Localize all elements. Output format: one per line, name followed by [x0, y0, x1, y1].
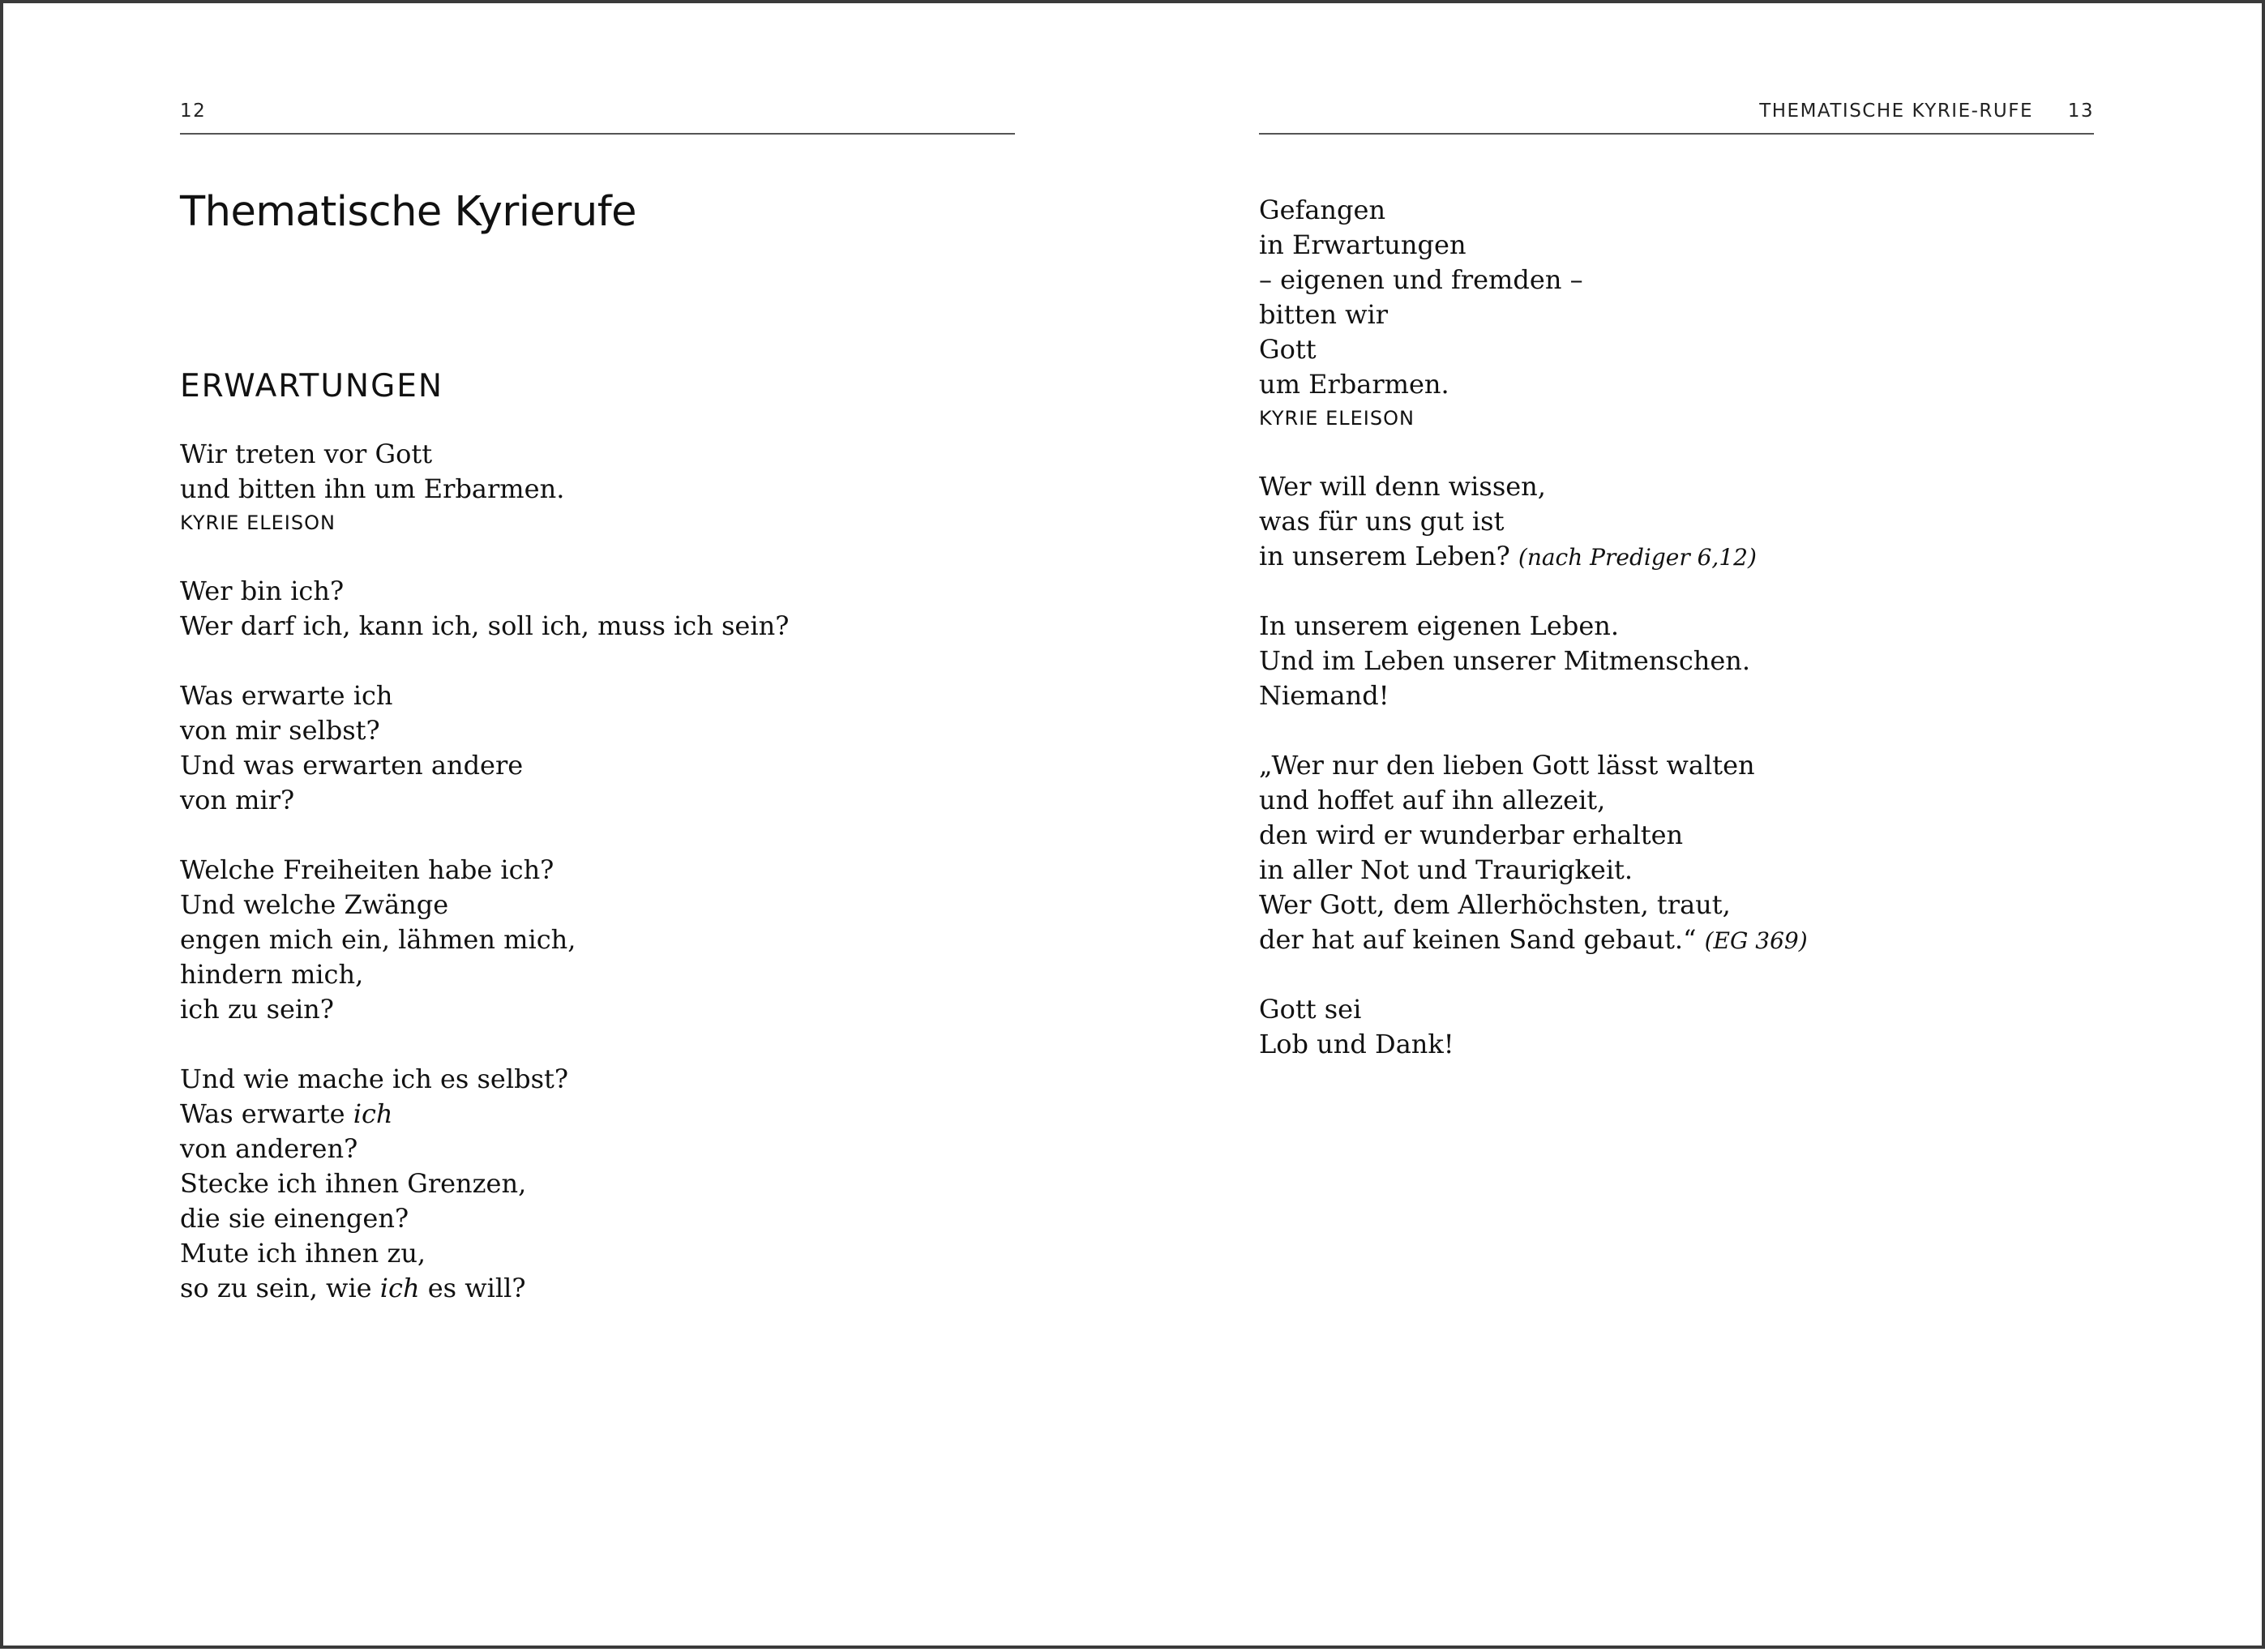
verse-line: bitten wir	[1259, 299, 1389, 330]
verse-line: ich zu sein?	[180, 994, 334, 1025]
verse-line: Und was erwarten andere	[180, 750, 524, 781]
stanza	[180, 678, 789, 818]
verse-line	[1259, 922, 1808, 957]
stanza	[180, 853, 789, 1027]
stanza	[180, 574, 789, 644]
verse-line: die sie einengen?	[180, 1203, 409, 1234]
verse-line	[180, 1097, 789, 1132]
verse-segment: so zu sein, wie	[180, 1273, 380, 1303]
stanza	[1259, 992, 1808, 1062]
left-page	[180, 3, 1015, 1652]
right-text-block	[1259, 193, 1808, 1097]
verse-line: um Erbarmen.	[1259, 369, 1449, 400]
stanza	[1259, 748, 1808, 957]
verse-segment: der hat auf keinen Sand gebaut.“	[1259, 924, 1697, 955]
verse-line: und hoffet auf ihn allezeit,	[1259, 785, 1606, 815]
stanza	[180, 1062, 789, 1306]
verse-line: Wer Gott, dem Allerhöchsten, traut,	[1259, 889, 1731, 920]
verse-line: von mir?	[180, 785, 295, 815]
scripture-reference: (nach Prediger 6,12)	[1518, 544, 1757, 571]
verse-line: Gott	[1259, 334, 1317, 365]
verse-line: Wer darf ich, kann ich, soll ich, muss ich sein?	[180, 610, 790, 641]
verse-line: – eigenen und fremden –	[1259, 264, 1583, 295]
verse-line: Stecke ich ihnen Grenzen,	[180, 1168, 527, 1199]
page-number: 12	[180, 101, 207, 122]
stanza	[1259, 609, 1808, 713]
verse-line: den wird er wunderbar erhalten	[1259, 820, 1684, 850]
verse-line: In unserem eigenen Leben.	[1259, 610, 1620, 641]
verse-line: Was erwarte ich	[180, 680, 393, 711]
verse-line: Welche Freiheiten habe ich?	[180, 854, 554, 885]
running-title: THEMATISCHE KYRIE-RUFE	[1759, 101, 2033, 122]
stanza	[1259, 469, 1808, 574]
verse-line: Gefangen	[1259, 195, 1386, 225]
emphasis: ich	[379, 1273, 420, 1303]
verse-line: Mute ich ihnen zu,	[180, 1238, 426, 1269]
verse-line	[1259, 539, 1808, 574]
running-head-right	[1259, 97, 2094, 135]
verse-line: Gott sei	[1259, 994, 1362, 1025]
kyrie-response: KYRIE ELEISON	[1259, 407, 1415, 430]
verse-line: Und im Leben unserer Mitmenschen.	[1259, 645, 1751, 676]
page-number: 13	[2067, 101, 2094, 122]
verse-line: Und wie mache ich es selbst?	[180, 1064, 569, 1094]
verse-line: Wir treten vor Gott	[180, 439, 433, 469]
verse-line	[180, 1271, 789, 1306]
left-text-block	[180, 437, 789, 1341]
verse-line: von mir selbst?	[180, 715, 380, 746]
kyrie-response: KYRIE ELEISON	[180, 511, 336, 534]
hymn-reference: (EG 369)	[1704, 927, 1808, 954]
running-head-left	[180, 97, 1015, 135]
verse-line: Lob und Dank!	[1259, 1029, 1454, 1059]
verse-line: und bitten ihn um Erbarmen.	[180, 473, 565, 504]
chapter-title: Thematische Kyrierufe	[180, 188, 637, 236]
stanza	[1259, 193, 1808, 434]
verse-segment: in unserem Leben?	[1259, 541, 1510, 571]
stanza	[180, 437, 789, 539]
section-heading: ERWARTUNGEN	[180, 368, 444, 404]
verse-line: hindern mich,	[180, 959, 364, 990]
verse-segment: es will?	[419, 1273, 526, 1303]
verse-line: Wer will denn wissen,	[1259, 471, 1546, 502]
verse-line: von anderen?	[180, 1133, 358, 1164]
verse-line: „Wer nur den lieben Gott lässt walten	[1259, 750, 1755, 781]
verse-line: Und welche Zwänge	[180, 889, 449, 920]
verse-segment: Was erwarte	[180, 1098, 353, 1129]
verse-line: in aller Not und Traurigkeit.	[1259, 854, 1633, 885]
emphasis: ich	[353, 1098, 393, 1129]
right-page	[1259, 3, 2094, 1652]
verse-line: Niemand!	[1259, 680, 1389, 711]
verse-line: was für uns gut ist	[1259, 506, 1505, 537]
verse-line: engen mich ein, lähmen mich,	[180, 924, 576, 955]
verse-line: in Erwartungen	[1259, 229, 1466, 260]
verse-line: Wer bin ich?	[180, 576, 345, 606]
